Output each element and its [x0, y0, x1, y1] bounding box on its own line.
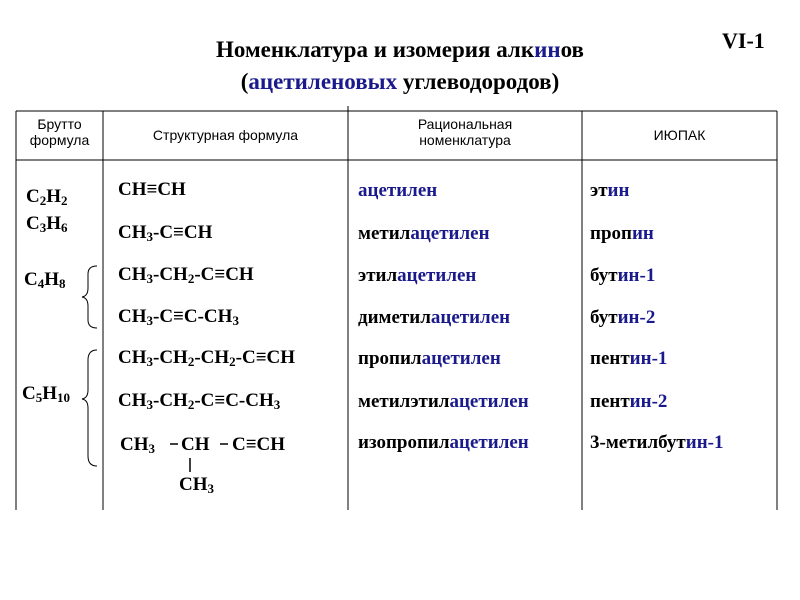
header-brutto: Брутто формула — [29, 116, 90, 148]
rational-name-3: этилацетилен — [358, 265, 477, 286]
rational-name-6: метилэтилацетилен — [358, 391, 529, 412]
rational-name-5: пропилацетилен — [358, 348, 501, 369]
brutto-c2h2: $C_2H_2$ — [26, 186, 68, 208]
branched-main-ch3: $CH_3$ — [120, 434, 155, 456]
structural-formula-1: CH≡CH — [118, 179, 186, 200]
header-rational: Рациональная номенклатура — [417, 116, 513, 148]
structural-formula-5: $CH_3-CH_2-CH_2-C\equiv CH$ — [118, 347, 296, 369]
iupac-name-5: пентин-1 — [590, 348, 668, 369]
structural-formula-4: $CH_3-C\equiv C-CH_3$ — [118, 306, 239, 328]
header-structural: Структурная формула — [152, 127, 299, 143]
structural-formula-2: $CH_3-C\equiv CH$ — [118, 222, 213, 244]
iupac-name-7: 3-метилбутин-1 — [590, 432, 724, 453]
iupac-name-3: бутин-1 — [590, 265, 656, 286]
brutto-c3h6: $C_3H_6$ — [26, 213, 68, 235]
brace-c5h10 — [82, 350, 97, 466]
rational-name-4: диметилацетилен — [358, 307, 511, 328]
rational-name-2: метилацетилен — [358, 223, 490, 244]
branched-c-triple-ch: C≡CH — [232, 434, 286, 455]
branched-ch: CH — [181, 434, 210, 455]
iupac-name-2: пропин — [590, 223, 654, 244]
title-line-2: (ацетиленовых углеводородов) — [240, 69, 560, 94]
iupac-name-6: пентин-2 — [590, 391, 668, 412]
rational-name-7: изопропилацетилен — [358, 432, 529, 453]
structural-formula-3: $CH_3-CH_2-C\equiv CH$ — [118, 264, 254, 286]
branched-ch3-branch: $CH_3$ — [179, 474, 214, 496]
structural-formula-6: $CH_3-CH_2-C\equiv C-CH_3$ — [118, 390, 281, 412]
rational-name-1: ацетилен — [358, 180, 438, 201]
brutto-c5h10: $C_5H_{10}$ — [22, 383, 71, 405]
title-line-1: Номенклатура и изомерия алкинов — [216, 37, 584, 62]
iupac-name-1: этин — [590, 180, 630, 201]
brutto-c4h8: $C_4H_8$ — [24, 269, 66, 291]
slide-number: VI-1 — [722, 28, 765, 53]
header-iupac: ИЮПАК — [653, 127, 706, 143]
iupac-name-4: бутин-2 — [590, 307, 656, 328]
brace-c4h8 — [82, 266, 97, 328]
